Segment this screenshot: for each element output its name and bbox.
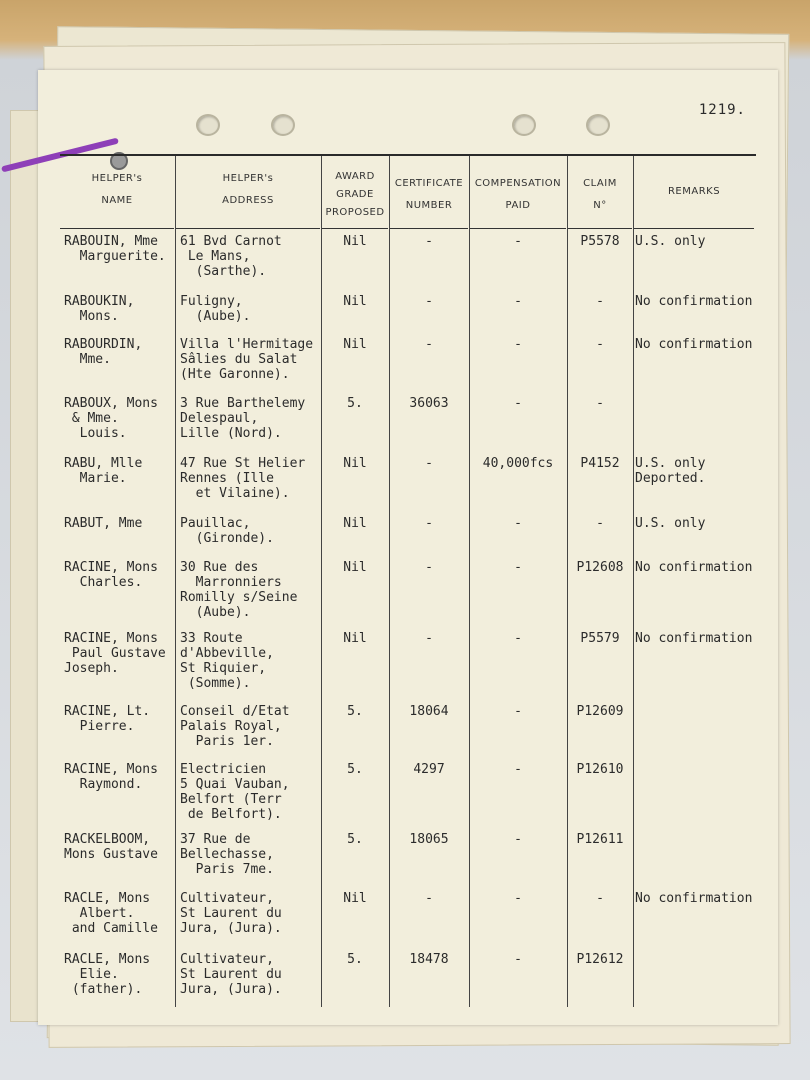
cell-name [64,762,176,792]
cell-address-line: St Laurent du [180,906,282,921]
cell-address-line: (Sarthe). [180,264,267,279]
cell-claim [568,631,632,646]
cell-name-line: RABOUKIN, [64,294,135,309]
cell-name [64,456,176,486]
cell-remarks [635,294,755,309]
cell-remarks-line: No confirmation [635,337,753,352]
cell-name [64,560,176,590]
cell-remarks-line: No confirmation [635,631,753,646]
cell-address-line: Paris 1er. [180,734,274,749]
cell-award-line: 5. [347,952,363,967]
header-top-rule [60,154,756,156]
cell-remarks-line: No confirmation [635,560,753,575]
header-bottom-rule [60,228,174,229]
cell-remarks [635,891,755,906]
cell-name [64,891,176,936]
cell-claim-line: P5578 [580,234,620,249]
cell-compensation [470,456,566,471]
header-certificate-line: CERTIFICATE [394,178,464,189]
cell-name-line: Charles. [64,575,143,590]
cell-address-line: et Vilaine). [180,486,290,501]
cell-award-line: 5. [347,396,363,411]
cell-remarks [635,631,755,646]
cell-name-line: Raymond. [64,777,143,792]
cell-address-line: 30 Rue des [180,560,259,575]
cell-claim [568,234,632,249]
cell-name-line: Paul Gustave [64,646,166,661]
cell-compensation [470,516,566,531]
header-name-line: NAME [101,195,133,206]
cell-address-line: Pauillac, [180,516,251,531]
cell-name-line: RACINE, Lt. [64,704,151,719]
cell-award-line: 5. [347,762,363,777]
cell-address [180,396,322,441]
cell-address [180,560,322,620]
cell-certificate-line: 18064 [409,704,449,719]
header-name-line: HELPER's [91,173,143,184]
cell-certificate [390,832,468,847]
cell-name [64,704,176,734]
cell-address [180,294,322,324]
cell-certificate-line: - [425,337,433,352]
cell-address-line: 47 Rue St Helier [180,456,306,471]
cell-claim [568,337,632,352]
cell-certificate [390,337,468,352]
cell-address-line: St Riquier, [180,661,267,676]
cell-compensation-line: - [514,631,522,646]
cell-certificate-line: - [425,560,433,575]
cell-certificate [390,294,468,309]
cell-compensation [470,234,566,249]
cell-claim-line: - [596,294,604,309]
cell-claim-line: - [596,337,604,352]
cell-claim [568,516,632,531]
cell-compensation-line: - [514,891,522,906]
cell-remarks-line: U.S. only [635,516,706,531]
cell-claim-line: - [596,516,604,531]
cell-certificate [390,891,468,906]
cell-address [180,952,322,997]
header-claim-line: N° [593,200,607,211]
cell-award-line: Nil [343,631,367,646]
cell-name-line: Elie. [64,967,119,982]
header-claim-line: CLAIM [583,178,617,189]
cell-claim-line: P12608 [576,560,624,575]
cell-name [64,396,176,441]
cell-remarks-line: U.S. only [635,234,706,249]
cell-certificate-line: - [425,294,433,309]
cell-name [64,631,176,676]
page-number: 1219. [698,102,746,118]
cell-compensation [470,337,566,352]
cell-certificate-line: - [425,631,433,646]
cell-certificate [390,560,468,575]
punch-hole [271,114,295,136]
cell-award-line: Nil [343,456,367,471]
cell-claim-line: P5579 [580,631,620,646]
cell-award [322,891,388,906]
cell-address-line: Delespaul, [180,411,259,426]
cell-claim [568,456,632,471]
cell-remarks-line: Deported. [635,471,706,486]
cell-compensation-line: 40,000fcs [482,456,554,471]
cell-award-line: Nil [343,234,367,249]
cell-compensation [470,704,566,719]
cell-name-line: (father). [64,982,143,997]
cell-name [64,234,176,264]
cell-address-line: 5 Quai Vauban, [180,777,290,792]
cell-address-line: Cultivateur, [180,891,274,906]
cell-address-line: Belfort (Terr [180,792,282,807]
cell-address-line: Le Mans, [180,249,251,264]
cell-compensation-line: - [514,516,522,531]
cell-certificate-line: - [425,516,433,531]
cell-address-line: de Belfort). [180,807,282,822]
cell-name-line: RABU, Mlle [64,456,143,471]
cell-certificate-line: 18065 [409,832,449,847]
cell-certificate-line: 18478 [409,952,449,967]
cell-name-line: Mme. [64,352,111,367]
cell-address-line: (Somme). [180,676,251,691]
header-name [60,168,174,212]
cell-certificate-line: - [425,891,433,906]
cell-claim-line: P12610 [576,762,624,777]
punch-hole [196,114,220,136]
cell-address [180,516,322,546]
cell-address-line: 61 Bvd Carnot [180,234,282,249]
cell-address [180,337,322,382]
cell-address-line: Conseil d/Etat [180,704,290,719]
cell-compensation [470,560,566,575]
header-certificate [390,173,468,217]
cell-address [180,704,322,749]
cell-award-line: 5. [347,704,363,719]
cell-award [322,560,388,575]
column-divider [389,156,390,1007]
punch-hole [512,114,536,136]
cell-claim-line: - [596,396,604,411]
cell-compensation-line: - [514,704,522,719]
cell-address-line: (Aube). [180,605,251,620]
header-bottom-rule [390,228,468,229]
cell-address-line: Jura, (Jura). [180,921,282,936]
cell-address-line: Marronniers [180,575,282,590]
cell-address [180,891,322,936]
header-award [322,168,388,222]
cell-compensation-line: - [514,294,522,309]
cell-claim-line: P12612 [576,952,624,967]
cell-name-line: RABOUX, Mons [64,396,158,411]
cell-address-line: (Hte Garonne). [180,367,290,382]
cell-name-line: RACKELBOOM, [64,832,151,847]
cell-claim [568,294,632,309]
cell-address-line: (Aube). [180,309,251,324]
cell-compensation-line: - [514,832,522,847]
cell-address-line: Paris 7me. [180,862,274,877]
cell-name-line: RABOUIN, Mme [64,234,158,249]
header-address-line: ADDRESS [222,195,274,206]
cell-compensation-line: - [514,952,522,967]
cell-address-line: Cultivateur, [180,952,274,967]
cell-award [322,762,388,777]
cell-award [322,516,388,531]
cell-award [322,396,388,411]
cell-claim [568,762,632,777]
cell-remarks-line: U.S. only [635,456,706,471]
cell-name-line: Marie. [64,471,127,486]
cell-name-line: Mons. [64,309,119,324]
cell-compensation [470,396,566,411]
header-award-line: AWARD [335,171,375,182]
header-award-line: GRADE [336,189,374,200]
cell-address-line: Bellechasse, [180,847,274,862]
cell-compensation-line: - [514,337,522,352]
punch-hole [586,114,610,136]
cell-name [64,832,176,862]
cell-claim-line: P4152 [580,456,620,471]
cell-address-line: St Laurent du [180,967,282,982]
header-award-line: PROPOSED [325,207,385,218]
header-address [176,168,320,212]
cell-remarks [635,234,755,249]
cell-certificate [390,762,468,777]
cell-award-line: Nil [343,516,367,531]
cell-remarks [635,516,755,531]
cell-award [322,832,388,847]
header-bottom-rule [176,228,320,229]
cell-address-line: 3 Rue Barthelemy [180,396,306,411]
cell-address-line: Jura, (Jura). [180,982,282,997]
cell-claim [568,704,632,719]
cell-award [322,234,388,249]
cell-address-line: Palais Royal, [180,719,282,734]
cell-compensation [470,891,566,906]
cell-address-line: Rennes (Ille [180,471,274,486]
column-divider [567,156,568,1007]
cell-name-line: RACLE, Mons [64,952,151,967]
cell-certificate-line: 36063 [409,396,449,411]
header-bottom-rule [634,228,754,229]
cell-address [180,832,322,877]
cell-name-line: Albert. [64,906,135,921]
cell-certificate-line: - [425,456,433,471]
cell-compensation-line: - [514,396,522,411]
cell-claim [568,832,632,847]
cell-name [64,952,176,997]
cell-name-line: & Mme. [64,411,119,426]
cell-remarks-line: No confirmation [635,891,753,906]
cell-address [180,234,322,279]
cell-award [322,337,388,352]
cell-award [322,704,388,719]
cell-remarks [635,337,755,352]
cell-remarks [635,560,755,575]
cell-address [180,762,322,822]
cell-name-line: Pierre. [64,719,135,734]
cell-award-line: Nil [343,337,367,352]
cell-claim-line: P12609 [576,704,624,719]
cell-name-line: Mons Gustave [64,847,158,862]
cell-address-line: Fuligny, [180,294,243,309]
header-certificate-line: NUMBER [405,200,453,211]
cell-name-line: Louis. [64,426,127,441]
cell-claim [568,396,632,411]
cell-name-line: and Camille [64,921,158,936]
cell-address [180,456,322,501]
cell-compensation-line: - [514,560,522,575]
cell-name [64,294,176,324]
cell-address-line: Electricien [180,762,267,777]
cell-address-line: 33 Route [180,631,243,646]
cell-compensation [470,832,566,847]
cell-claim-line: - [596,891,604,906]
cell-certificate [390,631,468,646]
cell-certificate-line: 4297 [413,762,445,777]
cell-award-line: 5. [347,832,363,847]
header-bottom-rule [568,228,632,229]
cell-award-line: Nil [343,891,367,906]
cell-address-line: Lille (Nord). [180,426,282,441]
cell-name [64,337,176,367]
header-compensation-line: COMPENSATION [474,178,562,189]
header-bottom-rule [470,228,566,229]
cell-compensation [470,952,566,967]
cell-address-line: Villa l'Hermitage [180,337,314,352]
cell-compensation-line: - [514,762,522,777]
cell-claim [568,952,632,967]
cell-compensation [470,631,566,646]
cell-name-line: Joseph. [64,661,119,676]
cell-award [322,952,388,967]
cell-name-line: RACINE, Mons [64,631,158,646]
cell-certificate [390,456,468,471]
cell-address-line: Sâlies du Salat [180,352,298,367]
cell-certificate [390,396,468,411]
cell-claim [568,891,632,906]
cell-name-line: RACINE, Mons [64,762,158,777]
column-divider [633,156,634,1007]
cell-award-line: Nil [343,560,367,575]
header-remarks [634,181,754,203]
cell-certificate [390,516,468,531]
cell-remarks-line: No confirmation [635,294,753,309]
cell-claim [568,560,632,575]
cell-certificate [390,704,468,719]
cell-name-line: RABOURDIN, [64,337,143,352]
cell-name-line: RACLE, Mons [64,891,151,906]
cell-certificate [390,952,468,967]
cell-name [64,516,176,531]
cell-award [322,631,388,646]
cell-award [322,456,388,471]
cell-name-line: RABUT, Mme [64,516,143,531]
cell-name-line: RACINE, Mons [64,560,158,575]
cell-compensation-line: - [514,234,522,249]
cell-remarks [635,456,755,486]
cell-address-line: Romilly s/Seine [180,590,298,605]
cell-claim-line: P12611 [576,832,624,847]
cell-award [322,294,388,309]
cell-compensation [470,294,566,309]
cell-address [180,631,322,691]
header-bottom-rule [322,228,388,229]
cell-name-line: Marguerite. [64,249,166,264]
column-divider [469,156,470,1007]
header-compensation-line: PAID [505,200,531,211]
cell-address-line: 37 Rue de [180,832,251,847]
cell-certificate-line: - [425,234,433,249]
cell-address-line: (Gironde). [180,531,274,546]
cell-address-line: d'Abbeville, [180,646,274,661]
cell-compensation [470,762,566,777]
header-claim [568,173,632,217]
cell-certificate [390,234,468,249]
header-address-line: HELPER's [222,173,274,184]
header-compensation [470,173,566,217]
cell-award-line: Nil [343,294,367,309]
ledger-page [38,70,778,1025]
header-remarks-line: REMARKS [667,186,721,197]
